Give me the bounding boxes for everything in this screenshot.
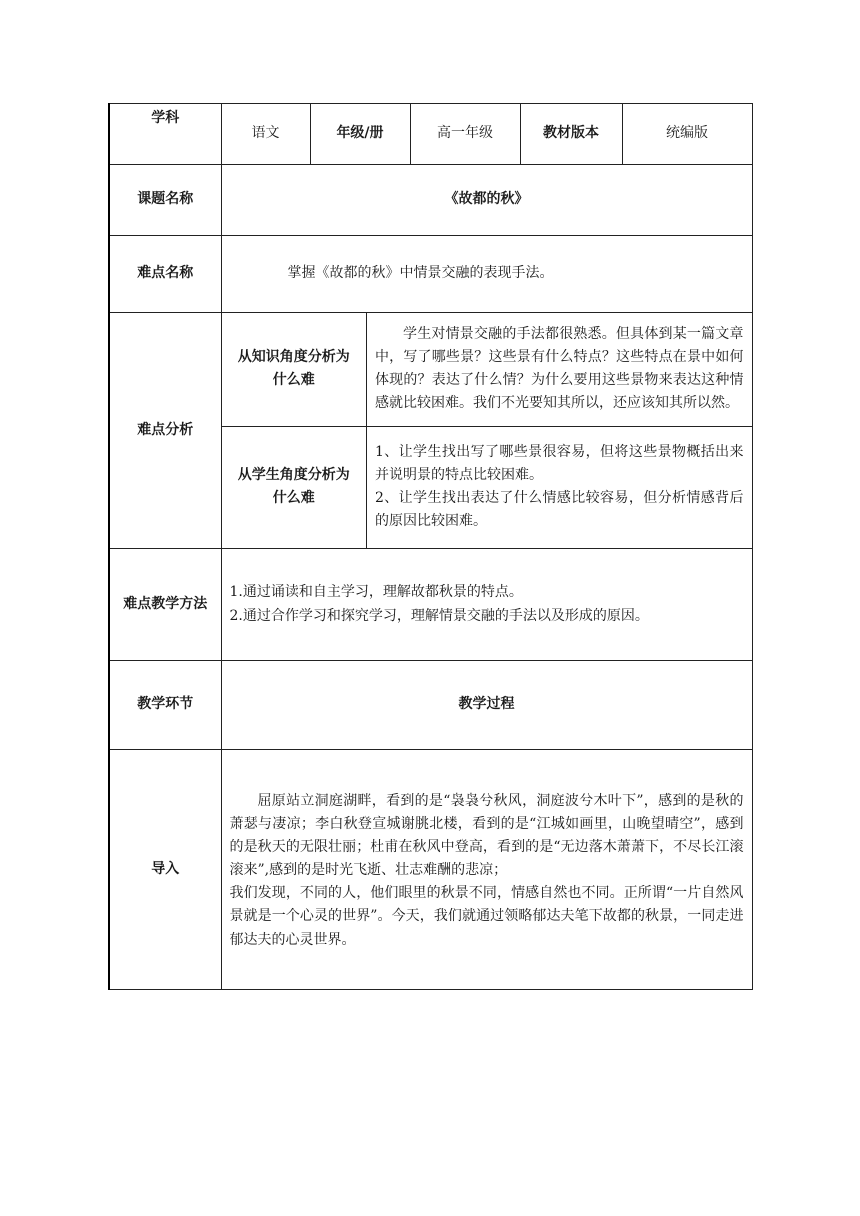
methods-cell (221, 549, 752, 661)
student-angle-cell (367, 426, 752, 548)
section-process-label: 教学过程 (221, 661, 752, 750)
section-header-row (109, 661, 752, 750)
methods-item-2: 2.通过合作学习和探究学习，理解情景交融的手法以及形成的原因。 (229, 607, 649, 624)
analysis-label: 难点分析 (109, 313, 221, 549)
knowledge-angle-label: 从知识角度分析为什么难 (222, 313, 367, 426)
intro-row (109, 750, 752, 990)
topic-value: 《故都的秋》 (221, 165, 752, 236)
student-angle-item-2: 2、让学生找出表达了什么情感比较容易，但分析情感背后的原因比较困难。 (375, 490, 744, 530)
analysis-row (109, 313, 752, 549)
topic-label: 课题名称 (109, 165, 221, 236)
intro-paragraph-1: 屈原站立洞庭湖畔，看到的是“袅袅兮秋风，洞庭波兮木叶下”，感到的是秋的萧瑟与凄凉；李白秋登宣城谢朓北楼，看到的是“江城如画里，山晚望晴空”，感到的是秋天的无限壮丽；杜甫在秋风中登高，看到的是“无边落木萧萧下，不尽长江滚滚来”,感到的是时光飞逝、壮志难酬的悲凉； (229, 793, 744, 879)
intro-cell (221, 750, 752, 990)
subject-value: 语文 (221, 104, 310, 165)
topic-row (109, 165, 752, 236)
difficulty-name-label: 难点名称 (109, 236, 221, 313)
edition-label: 教材版本 (520, 104, 622, 165)
methods-label: 难点教学方法 (109, 549, 221, 661)
analysis-cell (221, 313, 752, 549)
student-angle-label: 从学生角度分析为什么难 (222, 426, 367, 548)
grade-value: 高一年级 (410, 104, 520, 165)
intro-label: 导入 (109, 750, 221, 990)
knowledge-angle-text: 学生对情景交融的手法都很熟悉。但具体到某一篇文章中，写了哪些景？这些景有什么特点？这些特点在景中如何体现的？表达了什么情？为什么要用这些景物来表达这种情感就比较困难。我们不光要知其所以，还应该知其所以然。 (375, 326, 744, 412)
analysis-subtable (222, 313, 752, 548)
edition-value: 统编版 (622, 104, 752, 165)
subject-label: 学科 (109, 104, 221, 165)
difficulty-name-row (109, 236, 752, 313)
grade-label: 年级/册 (310, 104, 410, 165)
section-step-label: 教学环节 (109, 661, 221, 750)
methods-row (109, 549, 752, 661)
difficulty-name-value: 掌握《故都的秋》中情景交融的表现手法。 (287, 265, 554, 282)
student-angle-item-1: 1、让学生找出写了哪些景很容易，但将这些景物概括出来并说明景的特点比较困难。 (375, 444, 744, 484)
header-row (109, 104, 752, 165)
lesson-plan-table (108, 103, 753, 990)
methods-item-1: 1.通过诵读和自主学习，理解故都秋景的特点。 (229, 584, 523, 601)
knowledge-angle-cell (367, 313, 752, 426)
intro-paragraph-2: 我们发现，不同的人，他们眼里的秋景不同，情感自然也不同。正所谓“一片自然风景就是一个心灵的世界”。今天，我们就通过领略郁达夫笔下故都的秋景，一同走进郁达夫的心灵世界。 (229, 885, 744, 948)
difficulty-name-cell (221, 236, 752, 313)
